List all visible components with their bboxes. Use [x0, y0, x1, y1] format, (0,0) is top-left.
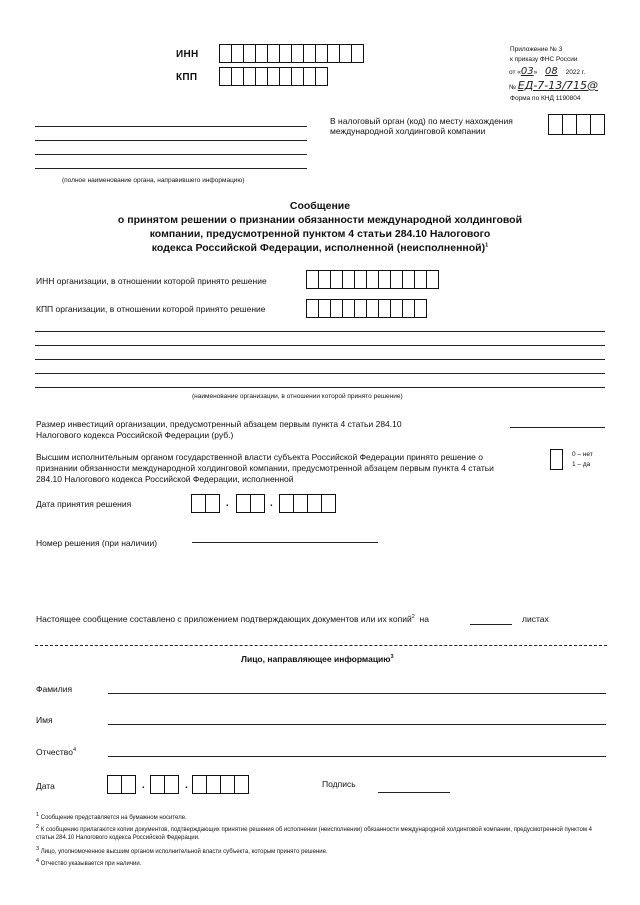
org-name-line[interactable]	[35, 345, 605, 346]
name-field[interactable]	[108, 724, 606, 725]
attachments-label: Настоящее сообщение составлено с приложением подтверждающих документов или их копий$^2$ на	[36, 614, 429, 624]
footnote-3: 3 Лицо, уполномоченное высшим органом исполнительной власти субъекта, которым принято решение.	[36, 846, 328, 855]
decision-date-label: Дата принятия решения	[36, 499, 132, 509]
org-name-line[interactable]	[35, 387, 605, 388]
date-cell[interactable]	[164, 775, 179, 794]
person-heading: Лицо, направляющее информацию$^3$	[241, 654, 394, 664]
org-name-line[interactable]	[35, 373, 605, 374]
date-cell[interactable]	[234, 775, 249, 794]
order-number-value: ЕД-7-13/715@	[517, 79, 598, 92]
patronymic-label: Отчество$^4$	[36, 747, 77, 757]
tax-authority-code-cells[interactable]	[548, 114, 605, 135]
sheets-count-field[interactable]	[470, 624, 512, 625]
decision-flag-cell[interactable]	[550, 449, 563, 470]
date-cell[interactable]	[205, 494, 220, 513]
person-date-label: Дата	[36, 781, 55, 791]
org-inn-label: ИНН организации, в отношении которой принято решение	[36, 276, 267, 286]
decision-number-field[interactable]	[192, 542, 378, 543]
option-yes: 1 – да	[572, 461, 591, 468]
order-day: 03	[520, 66, 534, 77]
footnote-2: 2 К сообщению прилагаются копии документов, подтверждающих принятие решения об исполнении (неисполнении) обязанности международной холдинговой компании, предусмотренной пунктом 4 статьи 284.10 Налогового кодекса Российской Федерации.	[36, 824, 592, 841]
person-day-cells[interactable]	[107, 775, 136, 794]
date-cell[interactable]	[206, 775, 221, 794]
header-kpp-cells[interactable]	[219, 67, 328, 86]
date-cell[interactable]	[293, 494, 308, 513]
form-code: Форма по КНД 1190804	[510, 95, 581, 102]
org-name-line[interactable]	[35, 359, 605, 360]
org-inn-cells[interactable]	[306, 270, 439, 289]
date-separator: .	[185, 780, 188, 791]
appendix-label: Приложение № 3	[510, 46, 563, 53]
org-inn-cell[interactable]	[426, 270, 439, 289]
date-separator: .	[226, 498, 229, 509]
code-cell[interactable]	[576, 114, 591, 135]
sheets-label: листах	[522, 614, 549, 624]
date-cell[interactable]	[321, 494, 336, 513]
authority-line[interactable]	[35, 154, 307, 155]
code-cell[interactable]	[590, 114, 605, 135]
order-date: от «03» 08 2022 г.	[509, 66, 586, 77]
order-month: 08	[545, 66, 558, 77]
date-cell[interactable]	[250, 494, 265, 513]
date-separator: .	[270, 498, 273, 509]
decision-number-label: Номер решения (при наличии)	[36, 538, 158, 548]
footnote-1: 1 Сообщение представляется на бумажном носителе.	[36, 812, 187, 821]
date-cell[interactable]	[107, 775, 122, 794]
date-separator: .	[142, 780, 145, 791]
decision-day-cells[interactable]	[191, 494, 220, 513]
kpp-label: КПП	[176, 72, 198, 83]
patronymic-field[interactable]	[108, 756, 606, 757]
code-cell[interactable]	[562, 114, 577, 135]
date-cell[interactable]	[220, 775, 235, 794]
decision-label: Высшим исполнительным органом государственной власти субъекта Российской Федерации принято решение о признании обязанности международной холдинговой компании, предусмотренной абзацем первым пункта 4 статьи 284.10 Налогового кодекса Российской Федерации, исполненной	[36, 452, 494, 484]
surname-field[interactable]	[108, 693, 606, 694]
investment-label: Размер инвестиций организации, предусмотренный абзацем первым пункта 4 статьи 284.10 Налогового кодекса Российской Федерации (руб.)	[36, 419, 402, 440]
org-kpp-cell[interactable]	[414, 299, 427, 318]
surname-label: Фамилия	[36, 684, 73, 694]
order-ref: к приказу ФНС России	[510, 56, 578, 63]
date-cell[interactable]	[150, 775, 165, 794]
person-month-cells[interactable]	[150, 775, 179, 794]
decision-month-cells[interactable]	[236, 494, 265, 513]
authority-line[interactable]	[35, 168, 307, 169]
footnote-4: 4 Отчество указывается при наличии.	[36, 858, 142, 867]
document-title: Сообщение о принятом решении о признании обязанности международной холдинговой компании, предусмотренной пунктом 4 статьи 284.10 Налогового кодекса Российской Федерации, исполненной (неисполненной)$^1$	[117, 200, 523, 254]
org-name-line[interactable]	[35, 331, 605, 332]
date-cell[interactable]	[121, 775, 136, 794]
person-year-cells[interactable]	[192, 775, 249, 794]
date-cell[interactable]	[307, 494, 322, 513]
date-cell[interactable]	[236, 494, 251, 513]
section-divider	[35, 645, 607, 646]
date-cell[interactable]	[191, 494, 206, 513]
signature-label: Подпись	[322, 779, 356, 789]
kpp-cell[interactable]	[315, 67, 328, 86]
inn-label: ИНН	[176, 49, 199, 60]
authority-caption: (полное наименование органа, направившего информацию)	[62, 177, 245, 184]
option-no: 0 – нет	[572, 451, 593, 458]
header-inn-cells[interactable]	[219, 44, 364, 63]
tax-authority-label: В налоговый орган (код) по месту нахождения международной холдинговой компании	[330, 116, 513, 136]
name-label: Имя	[36, 715, 53, 725]
inn-cell[interactable]	[351, 44, 364, 63]
date-cell[interactable]	[279, 494, 294, 513]
code-cell[interactable]	[548, 114, 563, 135]
investment-amount-field[interactable]	[510, 427, 605, 428]
decision-year-cells[interactable]	[279, 494, 336, 513]
authority-line[interactable]	[35, 126, 307, 127]
org-kpp-cells[interactable]	[306, 299, 427, 318]
org-kpp-label: КПП организации, в отношении которой принято решение	[36, 304, 266, 314]
signature-field[interactable]	[378, 792, 450, 793]
authority-line[interactable]	[35, 140, 307, 141]
org-name-caption: (наименование организации, в отношении которой принято решение)	[192, 393, 403, 400]
date-cell[interactable]	[192, 775, 207, 794]
order-number: № ЕД-7-13/715@	[509, 79, 598, 92]
